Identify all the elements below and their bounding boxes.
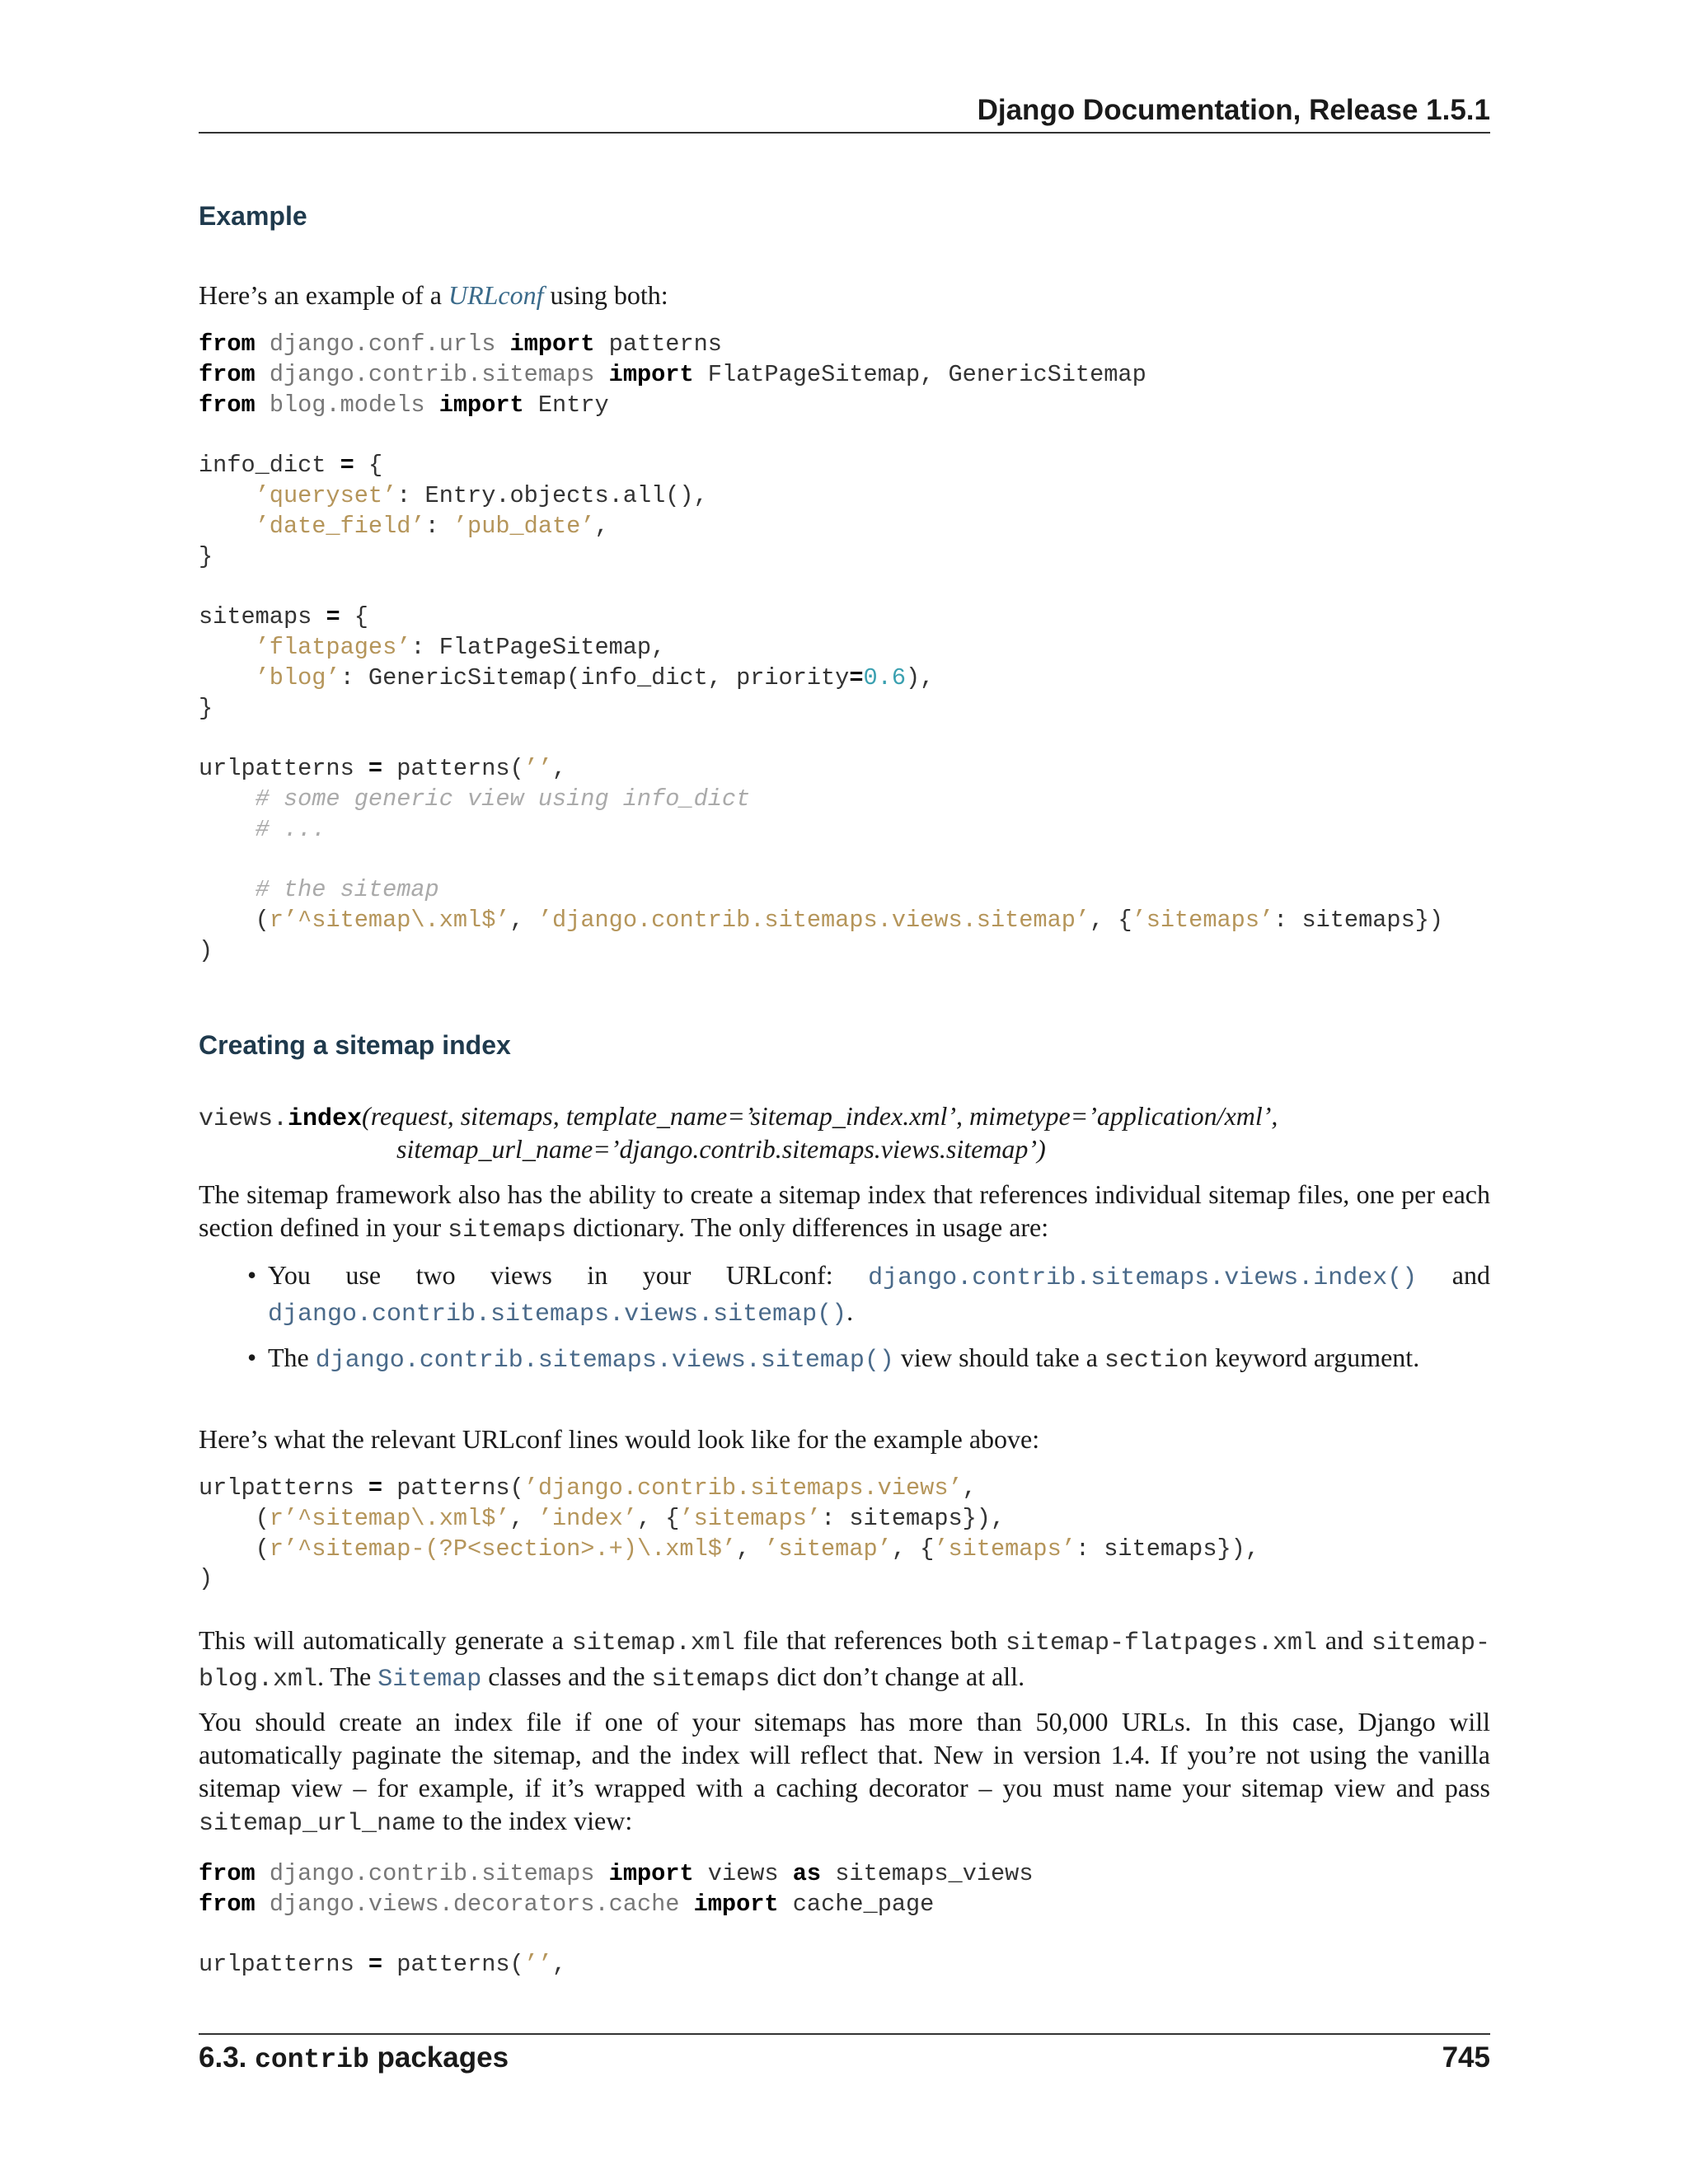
intro-text-end: using both: <box>543 280 668 310</box>
heading-example: Example <box>199 201 307 231</box>
paragraph-urlconf-lines: Here’s what the relevant URLconf lines would look like for the example above: <box>199 1424 1040 1454</box>
page-number: 745 <box>1442 2041 1490 2074</box>
ref-views-sitemap[interactable]: django.contrib.sitemaps.views.sitemap() <box>268 1301 847 1329</box>
intro-paragraph <box>199 279 1490 312</box>
code-block-cache: from django.contrib.sitemaps import views as sitemaps_views from django.views.decorators.cache import cache_page urlpatterns = patterns(’’, <box>199 1860 1034 1979</box>
code-block-example: from django.conf.urls import patterns from django.contrib.sitemaps import FlatPageSitemap, GenericSitemap from blog.models import Entry info_dict = { ’queryset’: Entry.objects.all(), ’date_field’: ’pub_date’, } sitemaps = { ’flatpages’: FlatPageSitemap, ’blog’: GenericSitemap(info_dict, priority=0.6), } urlpatterns = patterns(’’, # some generic view using info_dict # ... # the sitemap (r’^sitemap\.xml$’, ’django.contrib.sitemaps.views.sitemap’, {’sitemaps’: sitemaps}) ) <box>199 330 1444 964</box>
urlconf-link[interactable]: URLconf <box>448 280 544 310</box>
paragraph-generate: This will automatically generate a sitemap.xml file that references both sitemap-flatpages.xml and sitemap-blog.xml. The Sitemap classes and the sitemaps dict don’t change at all. <box>199 1625 1490 1694</box>
bullet-icon: • <box>247 1260 257 1290</box>
function-signature-cont: sitemap_url_name=’django.contrib.sitemaps.views.sitemap’) <box>396 1134 1046 1164</box>
heading-sitemap-index: Creating a sitemap index <box>199 1030 511 1060</box>
paragraph-index-intro: The sitemap framework also has the ability to create a sitemap index that references individual sitemap files, one per each section defined in your sitemaps dictionary. The only differences in usage are: <box>199 1179 1490 1244</box>
code-block-index: urlpatterns = patterns(’django.contrib.sitemaps.views’, (r’^sitemap\.xml$’, ’index’, {’sitemaps’: sitemaps}), (r’^sitemap-(?P<section>.+)\.xml$’, ’sitemap’, {’sitemaps’: sitemaps}), ) <box>199 1474 1259 1593</box>
ref-sitemap-class[interactable]: Sitemap <box>377 1666 482 1694</box>
list-item-views: • You use two views in your URLconf: django.contrib.sitemaps.views.index() and django.contrib.sitemaps.views.sitemap(). <box>247 1260 1491 1329</box>
page-header: Django Documentation, Release 1.5.1 <box>199 92 1490 134</box>
bullet-icon: • <box>247 1343 257 1372</box>
ref-views-index[interactable]: django.contrib.sitemaps.views.index() <box>868 1264 1418 1292</box>
ref-views-sitemap-2[interactable]: django.contrib.sitemaps.views.sitemap() <box>315 1347 894 1375</box>
list-item-section: • The django.contrib.sitemaps.views.sitemap() view should take a section keyword argument. <box>247 1343 1420 1375</box>
function-signature: views.index(request, sitemaps, template_name=’sitemap_index.xml’, mimetype=’application/xml’, <box>199 1101 1278 1133</box>
page-footer <box>199 2033 1490 2075</box>
paragraph-index-file: You should create an index file if one of your sitemaps has more than 50,000 URLs. In this case, Django will automatically paginate the sitemap, and the index will reflect that. New in version 1.4. If you’re not using the vanilla sitemap view – for example, if it’s wrapped with a caching decorator – you must name your sitemap view and pass sitemap_url_name to the index view: <box>199 1707 1490 1838</box>
footer-section: 6.3. contrib packages <box>199 2041 509 2075</box>
intro-text: Here’s an example of a <box>199 280 448 310</box>
